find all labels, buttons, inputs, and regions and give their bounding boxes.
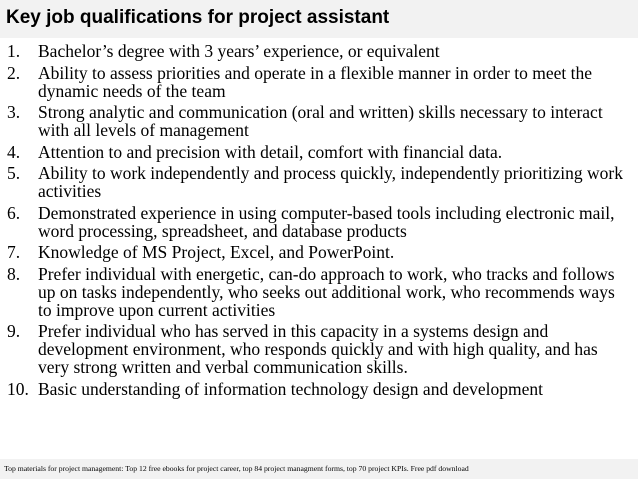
list-item-text: Prefer individual who has served in this capacity in a systems design and development environment, who responds quickly and with high quality, and has very strong written and verbal communication skills. [38,321,598,377]
list-item-text: Bachelor’s degree with 3 years’ experience, or equivalent [38,41,440,61]
list-item-number: 2. [7,62,21,83]
list-item [0,143,632,161]
page-title: Key job qualifications for project assistant [6,7,390,28]
list-item-number: 8. [7,263,21,284]
list-item-number: 1. [7,41,21,61]
list-item-number: 7. [7,242,21,262]
list-item-number: 9. [7,321,21,341]
list-item [0,42,632,60]
list-item [0,265,632,319]
list-item-number: 3. [7,102,21,122]
list-item [0,103,632,139]
list-item [0,243,632,261]
list-item-text: Basic understanding of information technology design and development [38,378,543,399]
list-item [0,64,632,100]
list-item [0,164,632,200]
list-item-number: 5. [7,163,21,183]
list-item-text: Ability to work independently and process quickly, independently prioritizing work activities [38,163,623,201]
qualifications-list [0,42,632,401]
list-item [0,322,632,376]
list-item-text: Attention to and precision with detail, comfort with financial data. [38,141,503,162]
list-item [0,204,632,240]
list-item-text: Prefer individual with energetic, can-do approach to work, who tracks and follows up on tasks independently, who seeks out additional work, who recommends ways to improve upon current activities [38,263,615,320]
list-item-text: Demonstrated experience in using computer-based tools including electronic mail, word processing, spreadsheet, and database products [38,202,615,241]
list-item-number: 6. [7,202,21,223]
list-item [0,380,632,398]
footer-text: Top materials for project management: Top 12 free ebooks for project career, top 84 project managment forms, top 70 project KPIs. Free pdf download [4,464,469,473]
list-item-text: Knowledge of MS Project, Excel, and PowerPoint. [38,242,395,262]
list-item-number: 4. [7,141,21,162]
title-bar [0,0,638,38]
list-item-number: 10. [7,378,29,399]
list-item-text: Ability to assess priorities and operate in a flexible manner in order to meet the dynamic needs of the team [38,62,593,101]
list-item-text: Strong analytic and communication (oral and written) skills necessary to interact with all levels of management [38,102,603,140]
